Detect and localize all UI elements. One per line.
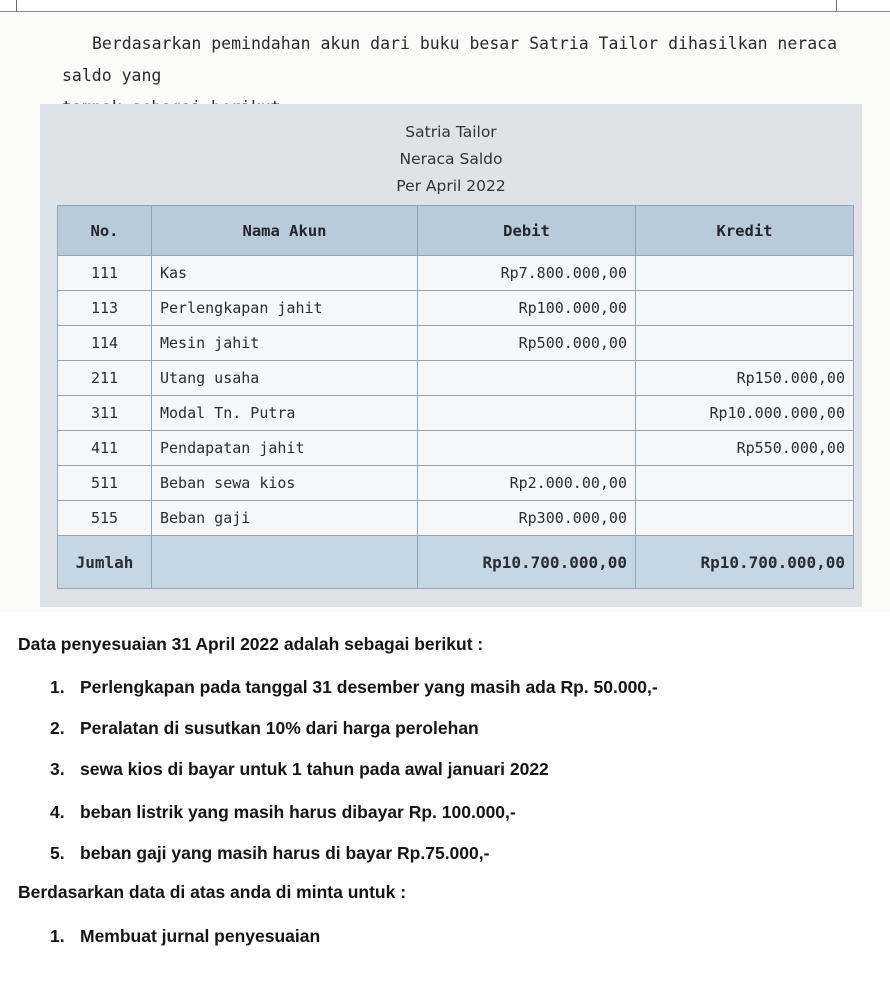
item-text: beban listrik yang masih harus dibayar Rp. 100.000,- — [80, 802, 516, 822]
column-header-no: No. — [58, 206, 152, 256]
table-row — [58, 396, 854, 431]
task-item — [50, 926, 320, 947]
account-number: 114 — [58, 326, 152, 361]
credit-amount — [636, 291, 854, 326]
item-number: 3. — [50, 759, 65, 779]
account-name: Modal Tn. Putra — [152, 396, 418, 431]
account-number: 411 — [58, 431, 152, 466]
column-header-debit: Debit — [418, 206, 636, 256]
task-heading: Berdasarkan data di atas anda di minta untuk : — [18, 882, 407, 902]
credit-amount — [636, 501, 854, 536]
edge-mark-right — [836, 0, 837, 12]
item-text: sewa kios di bayar untuk 1 tahun pada awal januari 2022 — [80, 759, 549, 779]
credit-amount — [636, 256, 854, 291]
report-period: Per April 2022 — [396, 177, 506, 195]
table-row — [58, 501, 854, 536]
trial-balance-card — [40, 104, 862, 607]
adjustment-item — [50, 843, 489, 864]
total-label: Jumlah — [58, 536, 152, 589]
column-header-credit: Kredit — [636, 206, 854, 256]
account-name: Pendapatan jahit — [152, 431, 418, 466]
table-row — [58, 431, 854, 466]
credit-amount — [636, 326, 854, 361]
total-debit: Rp10.700.000,00 — [418, 536, 636, 589]
debit-amount — [418, 431, 636, 466]
debit-amount: Rp7.800.000,00 — [418, 256, 636, 291]
account-name: Mesin jahit — [152, 326, 418, 361]
account-number: 515 — [58, 501, 152, 536]
table-row — [58, 256, 854, 291]
trial-balance-table — [57, 205, 854, 589]
report-title: Neraca Saldo — [399, 150, 503, 168]
item-number: 1. — [50, 926, 65, 946]
item-number: 5. — [50, 843, 65, 863]
item-text: beban gaji yang masih harus di bayar Rp.75.000,- — [80, 843, 490, 863]
account-number: 511 — [58, 466, 152, 501]
total-credit: Rp10.700.000,00 — [636, 536, 854, 589]
account-name: Beban sewa kios — [152, 466, 418, 501]
item-number: 1. — [50, 677, 65, 697]
credit-amount: Rp150.000,00 — [636, 361, 854, 396]
debit-amount: Rp2.000.00,00 — [418, 466, 636, 501]
edge-mark-left — [16, 0, 17, 12]
photo-top-edge — [0, 0, 890, 12]
account-number: 113 — [58, 291, 152, 326]
adjustment-item — [50, 759, 549, 780]
credit-amount: Rp10.000.000,00 — [636, 396, 854, 431]
account-number: 211 — [58, 361, 152, 396]
adjustments-heading: Data penyesuaian 31 April 2022 adalah sebagai berikut : — [18, 634, 484, 654]
item-text: Perlengkapan pada tanggal 31 desember yang masih ada Rp. 50.000,- — [80, 677, 658, 697]
table-row — [58, 291, 854, 326]
credit-amount — [636, 466, 854, 501]
item-number: 4. — [50, 802, 65, 822]
table-row — [58, 326, 854, 361]
total-row — [58, 536, 854, 589]
account-number: 111 — [58, 256, 152, 291]
intro-line-1: Berdasarkan pemindahan akun dari buku besar Satria Tailor dihasilkan neraca saldo yang — [62, 34, 838, 85]
account-number: 311 — [58, 396, 152, 431]
debit-amount: Rp500.000,00 — [418, 326, 636, 361]
debit-amount: Rp300.000,00 — [418, 501, 636, 536]
adjustment-item — [50, 802, 516, 823]
account-name: Beban gaji — [152, 501, 418, 536]
adjustment-item — [50, 718, 479, 739]
account-name: Utang usaha — [152, 361, 418, 396]
debit-amount: Rp100.000,00 — [418, 291, 636, 326]
company-name: Satria Tailor — [405, 123, 497, 141]
total-empty-cell — [152, 536, 418, 589]
table-row — [58, 361, 854, 396]
item-text: Peralatan di susutkan 10% dari harga perolehan — [80, 718, 479, 738]
account-name: Perlengkapan jahit — [152, 291, 418, 326]
credit-amount: Rp550.000,00 — [636, 431, 854, 466]
table-header-row — [58, 206, 854, 256]
debit-amount — [418, 396, 636, 431]
item-number: 2. — [50, 718, 65, 738]
item-text: Membuat jurnal penyesuaian — [80, 926, 321, 946]
table-row — [58, 466, 854, 501]
adjustment-item — [50, 677, 658, 698]
debit-amount — [418, 361, 636, 396]
account-name: Kas — [152, 256, 418, 291]
column-header-account-name: Nama Akun — [152, 206, 418, 256]
